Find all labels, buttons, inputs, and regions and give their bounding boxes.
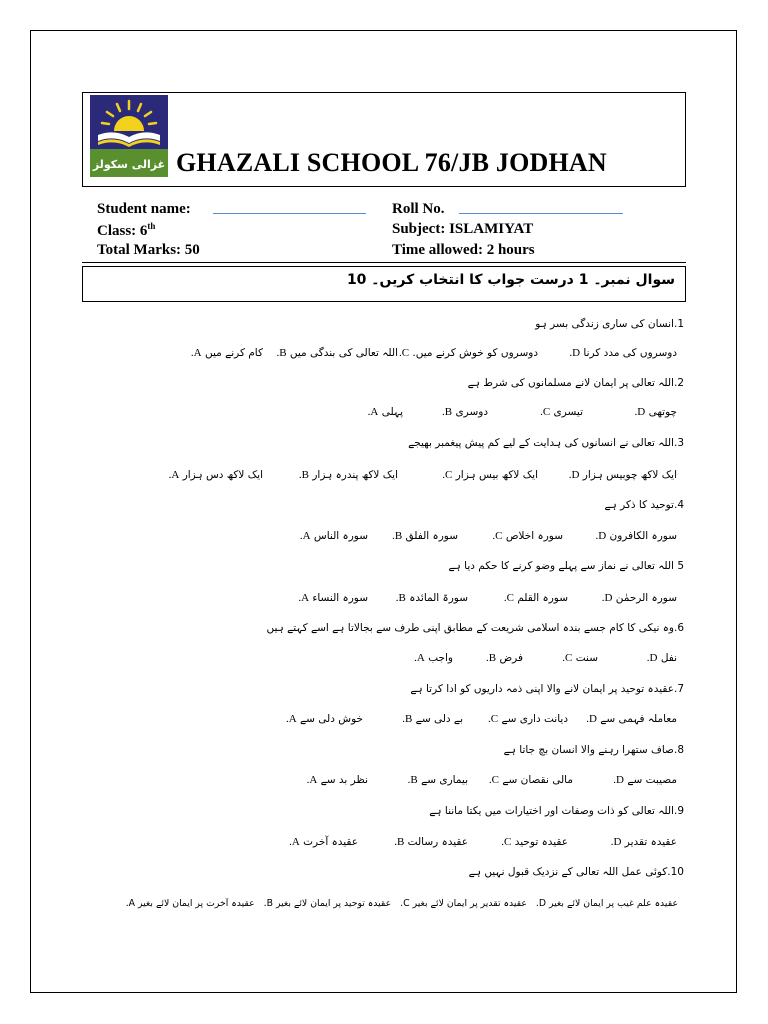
question-10-option-a[interactable]: عقیدہ آخرت پر ایمان لائے بغیر A.	[125, 898, 255, 909]
question-2-option-b[interactable]: دوسری B.	[442, 406, 488, 418]
question-9-option-a[interactable]: عقیدہ آخرت A.	[289, 836, 358, 848]
question-6-option-d[interactable]: نفل D.	[646, 652, 677, 664]
question-2-option-d[interactable]: چوتھی D.	[634, 406, 677, 418]
question-1-option-b[interactable]: اللہ تعالی کی بندگی میں B.	[276, 347, 398, 359]
section-header	[82, 266, 686, 302]
question-8: 8.صاف ستھرا رہنے والا انسان بچ جاتا ہے	[503, 744, 684, 756]
question-5-option-d[interactable]: سورہ الرحمٰن D.	[601, 592, 677, 604]
question-3: 3.اللہ تعالی نے انسانوں کی ہدایت کے لیے کم پیش پیغمبر بھیجے	[408, 437, 684, 449]
question-8-option-a[interactable]: نظر بد سے A.	[306, 774, 368, 786]
question-4-option-b[interactable]: سورہ الفلق B.	[392, 530, 458, 542]
question-2: 2.اللہ تعالی پر ایمان لانے مسلمانوں کی شرط ہے	[467, 377, 684, 389]
question-3-option-a[interactable]: ایک لاکھ دس ہزار A.	[168, 469, 263, 481]
question-3-option-c[interactable]: ایک لاکھ بیس ہزار C.	[442, 469, 538, 481]
question-1-option-a[interactable]: کام کرنے میں A.	[190, 347, 263, 359]
question-4-option-c[interactable]: سورہ اخلاص C.	[492, 530, 563, 542]
question-6-option-c[interactable]: سنت C.	[562, 652, 598, 664]
section-title: سوال نمبر۔ 1 درست جواب کا انتخاب کریں۔ 10	[346, 272, 675, 288]
question-7-option-a[interactable]: خوش دلی سے A.	[285, 713, 363, 725]
question-6-option-b[interactable]: فرض B.	[486, 652, 523, 664]
question-6-option-a[interactable]: واجب A.	[414, 652, 453, 664]
question-7-option-c[interactable]: دیانت داری سے C.	[488, 713, 568, 725]
class-label: Class: 6th	[97, 221, 156, 239]
question-10-option-d[interactable]: عقیدہ علم غیب پر ایمان لائے بغیر D.	[535, 898, 678, 909]
question-9-option-b[interactable]: عقیدہ رسالت B.	[394, 836, 468, 848]
student-name-field[interactable]	[213, 213, 366, 214]
question-8-option-b[interactable]: بیماری سے B.	[407, 774, 468, 786]
question-7: 7.عقیدہ توحید پر ایمان لانے والا اپنی ذمہ داریوں کو ادا کرتا ہے	[410, 683, 684, 695]
question-1: 1.انسان کی ساری زندگی بسر ہو	[535, 318, 684, 330]
question-10-option-b[interactable]: عقیدہ توحید پر ایمان لائے بغیر B.	[263, 898, 392, 909]
roll-no-label: Roll No.	[392, 201, 445, 217]
question-10: 10.کوئی عمل اللہ تعالی کے نزدیک قبول نہیں ہے	[468, 866, 684, 878]
question-7-option-d[interactable]: معاملہ فہمی سے D.	[586, 713, 677, 725]
question-5-option-c[interactable]: سورہ القلم C.	[503, 592, 568, 604]
question-5-option-b[interactable]: سورۃ المائدہ B.	[395, 592, 468, 604]
question-6: 6.وہ نیکی کا کام جسے بندہ اسلامی شریعت کے مطابق اپنی طرف سے بجالاتا ہے اسے کہتے ہیں	[266, 622, 684, 634]
question-2-option-c[interactable]: تیسری C.	[540, 406, 583, 418]
question-9-option-d[interactable]: عقیدہ تقدیر D.	[610, 836, 677, 848]
question-4: 4.توحید کا ذکر ہے	[604, 499, 684, 511]
time-allowed: Time allowed: 2 hours	[392, 242, 535, 258]
question-2-option-a[interactable]: پہلی A.	[367, 406, 403, 418]
question-7-option-b[interactable]: بے دلی سے B.	[402, 713, 463, 725]
divider	[82, 262, 686, 263]
question-3-option-b[interactable]: ایک لاکھ پندرہ ہزار B.	[298, 469, 398, 481]
school-logo	[90, 95, 168, 177]
question-10-options	[90, 898, 678, 909]
subject: Subject: ISLAMIYAT	[392, 221, 534, 237]
total-marks: Total Marks: 50	[97, 242, 200, 258]
roll-no-field[interactable]	[459, 213, 623, 214]
question-9-option-c[interactable]: عقیدہ توحید C.	[501, 836, 568, 848]
question-8-option-c[interactable]: مالی نقصان سے C.	[488, 774, 573, 786]
question-9: 9.اللہ تعالی کو ذات وصفات اور اختیارات میں یکتا ماننا ہے	[429, 805, 684, 817]
student-name-label: Student name:	[97, 201, 191, 217]
question-3-option-d[interactable]: ایک لاکھ چوبیس ہزار D.	[568, 469, 677, 481]
question-8-option-d[interactable]: مصیبت سے D.	[613, 774, 677, 786]
question-4-option-a[interactable]: سورہ الناس A.	[299, 530, 368, 542]
question-10-option-c[interactable]: عقیدہ تقدیر پر ایمان لائے بغیر C.	[400, 898, 527, 909]
question-5-option-a[interactable]: سورہ النساء A.	[298, 592, 368, 604]
question-1-option-d[interactable]: دوسروں کی مدد کرنا D.	[569, 347, 677, 359]
school-name: GHAZALI SCHOOL 76/JB JODHAN	[176, 148, 607, 177]
question-5: 5 اللہ تعالی نے نماز سے پہلے وضو کرنے کا حکم دیا ہے	[448, 560, 684, 572]
logo-text: غزالی سکولز	[92, 158, 166, 171]
question-1-option-c[interactable]: دوسروں کو خوش کرنے میں. C.	[398, 347, 538, 359]
question-4-option-d[interactable]: سورہ الکافرون D.	[595, 530, 677, 542]
